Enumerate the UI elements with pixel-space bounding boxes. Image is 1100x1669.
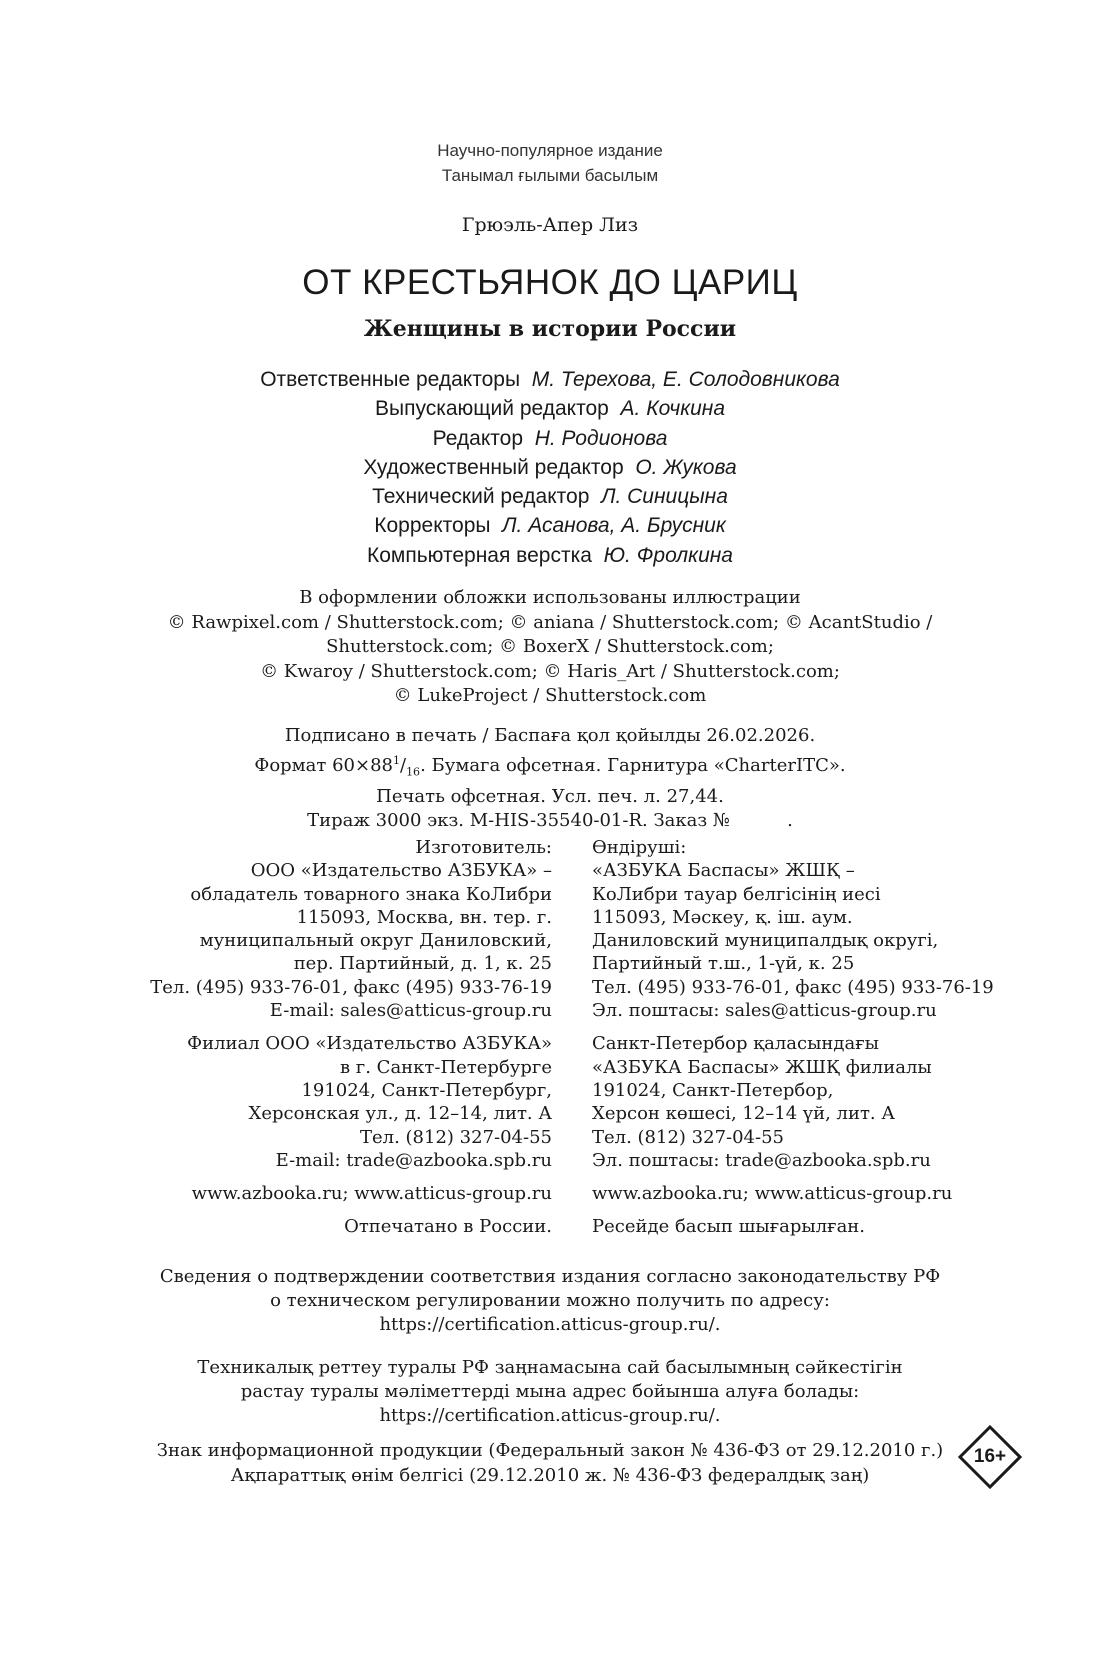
print-details <box>0 724 1100 834</box>
manufacturer-line: «АЗБУКА Баспасы» ЖШҚ – <box>592 860 855 882</box>
manufacturer-block-ru <box>150 836 552 1022</box>
credit-line <box>0 541 1100 570</box>
manufacturer-line: Тел. (495) 933-76-01, факс (495) 933-76-19 <box>150 976 552 998</box>
branch-block-ru <box>150 1032 552 1172</box>
cert-url: https://certification.atticus-group.ru/. <box>379 1405 721 1426</box>
signed-line: Подписано в печать / Баспаға қол қойылды 26.02.2026. <box>284 725 816 746</box>
manufacturer-line: ООО «Издательство АЗБУКА» – <box>250 860 552 882</box>
credit-name: Ю. Фролкина <box>603 543 733 567</box>
branch-line: Тел. (812) 327-04-55 <box>360 1126 552 1148</box>
format-denominator: 16 <box>406 765 421 779</box>
credit-line <box>0 453 1100 482</box>
cert-url: https://certification.atticus-group.ru/. <box>379 1314 721 1335</box>
credit-name: Н. Родионова <box>534 426 668 450</box>
age-rating-note <box>0 1438 1100 1488</box>
credit-role: Компьютерная верстка <box>367 543 592 567</box>
credit-role: Корректоры <box>374 514 491 538</box>
printed-in-kz: Ресейде басып шығарылған. <box>592 1216 866 1238</box>
credit-line <box>0 511 1100 540</box>
format-suffix: . Бумага офсетная. Гарнитура «CharterITC». <box>420 754 846 776</box>
manufacturer-line: Эл. поштасы: sales@atticus-group.ru <box>592 1000 937 1022</box>
cover-line: © Kwaroy / Shutterstock.com; © Haris_Art / Shutterstock.com; <box>260 660 840 682</box>
format-slash: / <box>399 754 407 776</box>
book-subtitle: Женщины в истории России <box>363 316 737 342</box>
format-line <box>0 749 1100 785</box>
certification-note-kz <box>0 1356 1100 1428</box>
website-kz: www.azbooka.ru; www.atticus-group.ru <box>592 1183 953 1205</box>
manufacturer-line: 115093, Мәскеу, қ. іш. аум. <box>592 906 853 928</box>
publisher-column-ru <box>150 836 552 1239</box>
branch-line: Тел. (812) 327-04-55 <box>592 1126 784 1148</box>
credit-line <box>0 365 1100 394</box>
manufacturer-line: E-mail: sales@atticus-group.ru <box>269 1000 552 1022</box>
branch-line: E-mail: trade@azbooka.spb.ru <box>275 1149 552 1171</box>
book-title: ОТ КРЕСТЬЯНОК ДО ЦАРИЦ <box>302 263 798 302</box>
manufacturer-line: КоЛибри тауар белгісінің иесі <box>592 883 881 905</box>
credit-role: Ответственные редакторы <box>260 368 521 391</box>
format-numerator: 1 <box>392 753 400 767</box>
cover-line: © LukeProject / Shutterstock.com <box>393 685 707 707</box>
manufacturer-line: 115093, Москва, вн. тер. г. <box>296 906 552 928</box>
branch-line: Филиал ООО «Издательство АЗБУКА» <box>187 1033 552 1055</box>
credit-line <box>0 394 1100 423</box>
manufacturer-line: муниципальный округ Даниловский, <box>199 930 552 952</box>
age-rating-label: 16+ <box>973 1446 1007 1467</box>
credit-role: Художественный редактор <box>363 455 624 479</box>
branch-line: в г. Санкт-Петербурге <box>339 1056 552 1078</box>
credit-name: М. Терехова, Е. Солодовникова <box>531 368 840 391</box>
branch-line: Херсонская ул., д. 12–14, лит. А <box>248 1103 552 1125</box>
cert-line: Техникалық реттеу туралы РФ заңнамасына сай басылымның сәйкестігін <box>197 1357 903 1378</box>
cert-line: растау туралы мәліметтерді мына адрес бойынша алуға болады: <box>240 1381 860 1402</box>
branch-line: Эл. поштасы: trade@azbooka.spb.ru <box>592 1149 931 1171</box>
cert-line: Сведения о подтверждении соответствия издания согласно законодательству РФ <box>159 1266 941 1287</box>
credit-line <box>0 424 1100 453</box>
cover-line: В оформлении обложки использованы иллюстрации <box>299 587 801 608</box>
credit-line <box>0 482 1100 511</box>
manufacturer-line: пер. Партийный, д. 1, к. 25 <box>293 953 552 975</box>
publisher-column-kz <box>592 836 994 1239</box>
credit-name: А. Кочкина <box>620 397 726 421</box>
manufacturer-block-kz <box>592 836 994 1022</box>
run-line: Тираж 3000 экз. M-HIS-35540-01-R. Заказ № . <box>307 810 793 832</box>
print-line: Печать офсетная. Усл. печ. л. 27,44. <box>376 785 724 807</box>
printed-in-ru: Отпечатано в России. <box>344 1216 552 1238</box>
branch-line: 191024, Санкт-Петербор, <box>592 1079 834 1101</box>
manufacturer-line: обладатель товарного знака КоЛибри <box>190 883 552 905</box>
branch-line: Херсон көшесі, 12–14 үй, лит. А <box>592 1103 895 1125</box>
branch-line: «АЗБУКА Баспасы» ЖШҚ филиалы <box>592 1056 932 1078</box>
cover-illustration-credits <box>0 586 1100 709</box>
series-line-ru: Научно-популярное издание <box>437 141 663 160</box>
credits-list <box>0 365 1100 570</box>
age-line-kz: Ақпараттық өнім белгісі (29.12.2010 ж. № 436-ФЗ федералдық заң) <box>230 1465 870 1486</box>
author: Грюэль-Апер Лиз <box>461 214 639 236</box>
manufacturer-line: Партийный т.ш., 1-үй, к. 25 <box>592 953 855 975</box>
manufacturer-line: Изготовитель: <box>415 837 552 858</box>
branch-block-kz <box>592 1032 994 1172</box>
credit-name: Л. Синицына <box>601 485 728 509</box>
branch-line: 191024, Санкт-Петербург, <box>301 1079 552 1101</box>
website-ru: www.azbooka.ru; www.atticus-group.ru <box>191 1183 552 1205</box>
credit-name: Л. Асанова, А. Брусник <box>502 514 726 538</box>
cover-line: © Rawpixel.com / Shutterstock.com; © aniana / Shutterstock.com; © AcantStudio / <box>167 611 933 633</box>
manufacturer-line: Даниловский муниципалдық округі, <box>592 930 939 952</box>
age-rating-badge <box>958 1425 1022 1489</box>
manufacturer-line: Тел. (495) 933-76-01, факс (495) 933-76-19 <box>592 976 994 998</box>
series-line-kz: Танымал ғылыми басылым <box>441 166 659 185</box>
credit-role: Выпускающий редактор <box>374 397 609 421</box>
certification-note-ru <box>0 1265 1100 1337</box>
branch-line: Санкт-Петербор қаласындағы <box>592 1033 879 1055</box>
credit-role: Редактор <box>432 426 524 450</box>
manufacturer-line: Өндіруші: <box>592 837 687 858</box>
series-note <box>0 138 1100 188</box>
format-prefix: Формат 60×88 <box>254 754 393 776</box>
age-line-ru: Знак информационной продукции (Федеральный закон № 436-ФЗ от 29.12.2010 г.) <box>156 1440 944 1461</box>
credit-name: О. Жукова <box>635 455 737 479</box>
credit-role: Технический редактор <box>372 485 590 509</box>
cover-line: Shutterstock.com; © BoxerX / Shutterstock.com; <box>326 636 774 658</box>
cert-line: о техническом регулировании можно получить по адресу: <box>270 1290 830 1311</box>
